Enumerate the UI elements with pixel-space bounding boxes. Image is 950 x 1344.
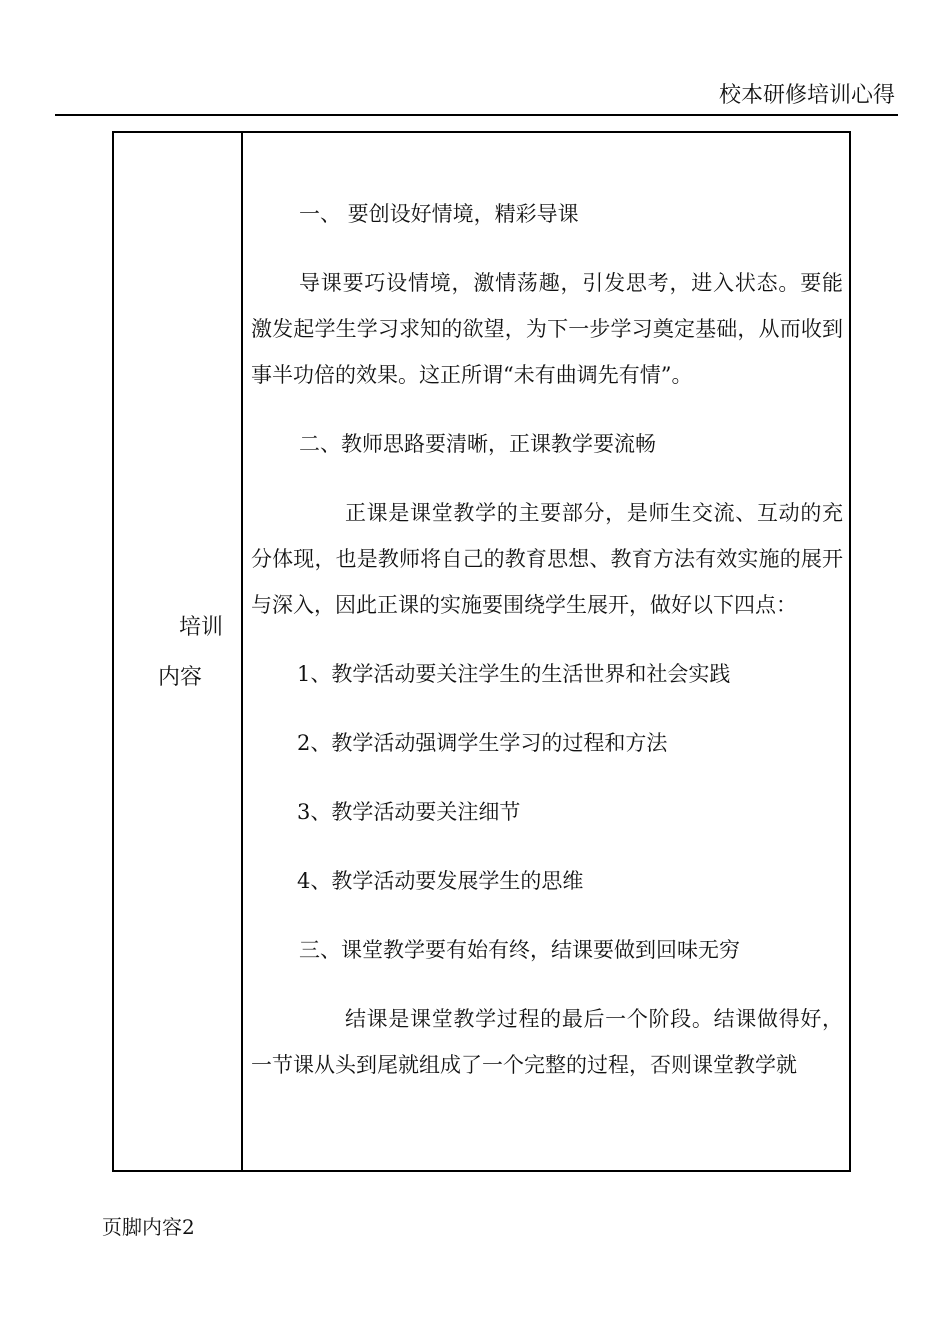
list-item: 3、教学活动要关注细节 — [297, 800, 521, 824]
header-divider — [55, 114, 898, 116]
table-column-divider — [241, 133, 243, 1170]
list-item: 1、教学活动要关注学生的生活世界和社会实践 — [297, 662, 731, 686]
page-footer: 页脚内容2 — [102, 1215, 195, 1239]
list-item: 2、教学活动强调学生学习的过程和方法 — [297, 731, 668, 755]
row-label-line2: 内容 — [158, 665, 203, 690]
section-heading-1: 一、 要创设好情境，精彩导课 — [299, 202, 579, 226]
training-content-cell — [251, 191, 843, 1088]
list-item: 4、教学活动要发展学生的思维 — [297, 869, 584, 893]
section-paragraph-2: 正课是课堂教学的主要部分，是师生交流、互动的充分体现，也是教师将自己的教育思想、教育方法有效实施的展开与深入，因此正课的实施要围绕学生展开，做好以下四点： — [251, 501, 843, 617]
section-heading-3: 三、课堂教学要有始有终，结课要做到回味无穷 — [299, 938, 740, 962]
document-header-title: 校本研修培训心得 — [718, 83, 895, 108]
training-table — [112, 131, 851, 1172]
row-label-line1: 培训 — [179, 615, 224, 640]
section-heading-2: 二、教师思路要清晰，正课教学要流畅 — [299, 432, 656, 456]
row-label-cell — [114, 603, 241, 703]
section-paragraph-3: 结课是课堂教学过程的最后一个阶段。结课做得好，一节课从头到尾就组成了一个完整的过程，否则课堂教学就 — [251, 1007, 843, 1077]
section-paragraph-1: 导课要巧设情境，激情荡趣，引发思考，进入状态。要能激发起学生学习求知的欲望，为下一步学习奠定基础，从而收到事半功倍的效果。这正所谓“未有曲调先有情”。 — [251, 271, 843, 387]
